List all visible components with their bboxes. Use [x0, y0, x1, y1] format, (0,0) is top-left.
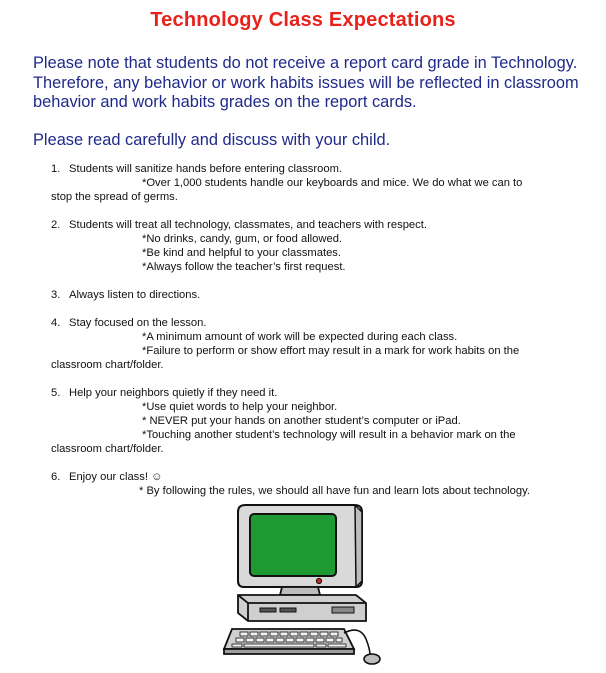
rule-number: 4. [51, 317, 61, 329]
rule-text: Always listen to directions. [69, 289, 201, 301]
rule-note: *Failure to perform or show effort may result in a mark for work habits on the classroom chart/folder. [51, 345, 520, 371]
rule-item [51, 386, 591, 456]
rule-note: *Be kind and helpful to your classmates. [142, 247, 341, 259]
rule-note: * By following the rules, we should all have fun and learn lots about technology. [139, 485, 530, 497]
rule-number: 2. [51, 219, 61, 231]
rule-note: *No drinks, candy, gum, or food allowed. [142, 233, 343, 245]
rule-note: *Use quiet words to help your neighbor. [142, 401, 338, 413]
rule-number: 1. [51, 163, 61, 175]
rule-note: *Touching another student’s technology will result in a behavior mark on the classroom chart/folder. [51, 429, 516, 455]
page-title: Technology Class Expectations [150, 9, 456, 31]
rule-text: Stay focused on the lesson. [69, 317, 207, 329]
cpu-box [238, 595, 366, 621]
rule-item [51, 162, 591, 204]
intro-paragraph-1: Please note that students do not receive a report card grade in Technology. Therefore, any behavior or work habits issues will be reflected in classroom behavior and work habits grades on the report cards. [33, 54, 579, 111]
keyboard [224, 629, 354, 654]
power-light-icon [316, 578, 321, 583]
rule-note: *A minimum amount of work will be expected during each class. [142, 331, 458, 343]
mouse-icon [364, 654, 380, 664]
screen [250, 514, 336, 576]
rule-item [51, 316, 591, 372]
rule-number: 3. [51, 289, 61, 301]
intro-section [33, 54, 593, 150]
computer-illustration [220, 499, 390, 669]
intro-paragraph-2: Please read carefully and discuss with your child. [33, 130, 391, 149]
rule-note: *Always follow the teacher’s first request. [142, 261, 346, 273]
rule-item [51, 218, 591, 274]
rule-item [51, 288, 591, 302]
rule-text: Enjoy our class! ☺ [69, 471, 163, 483]
rule-item [51, 470, 591, 498]
rule-number: 6. [51, 471, 61, 483]
rule-note: * NEVER put your hands on another student’s computer or iPad. [142, 415, 461, 427]
rule-text: Students will sanitize hands before entering classroom. [69, 163, 342, 175]
rule-number: 5. [51, 387, 61, 399]
rule-note: *Over 1,000 students handle our keyboards and mice. We do what we can to stop the spread of germs. [51, 177, 523, 203]
rules-list [51, 162, 591, 512]
rule-text: Help your neighbors quietly if they need it. [69, 387, 278, 399]
rule-text: Students will treat all technology, classmates, and teachers with respect. [69, 219, 427, 231]
